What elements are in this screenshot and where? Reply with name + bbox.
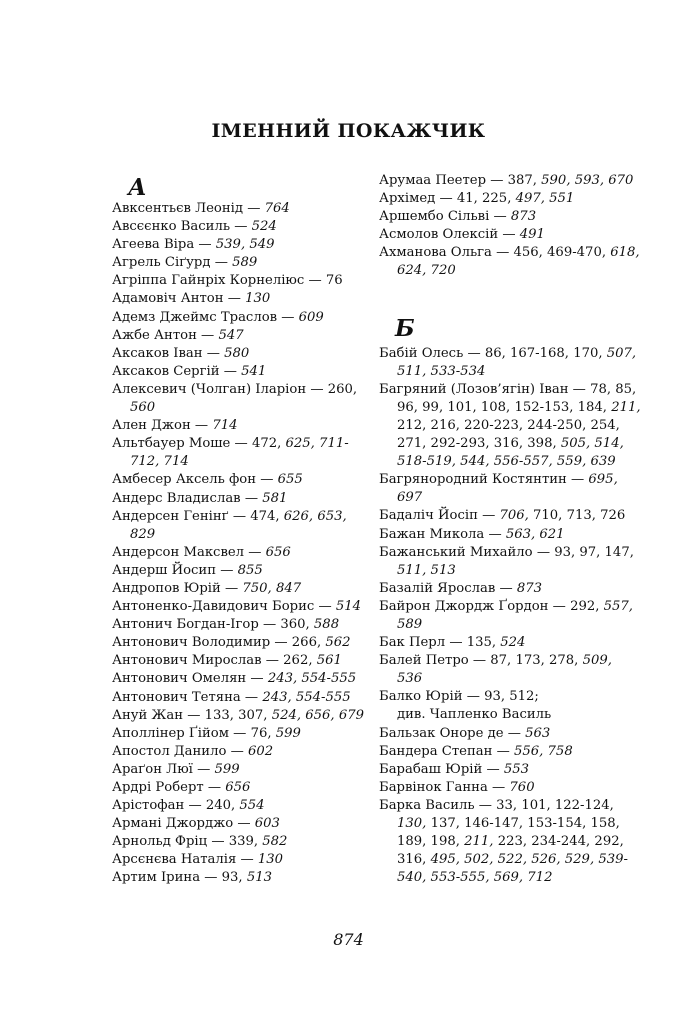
entry-name: Альтбауер Моше [112,436,231,452]
index-entry [379,544,641,580]
index-entry [112,761,374,779]
entry-pages: 589 [232,255,258,271]
entry-pages: 456, 469-470, [513,245,611,261]
index-column-left [112,176,374,888]
entry-separator: — [184,798,206,814]
entry-separator: — [210,255,233,271]
entry-separator: — [243,201,265,216]
entry-name: Адамовіч Антон [112,291,224,307]
index-entry [112,580,374,598]
entry-pages: 360, [280,617,314,633]
index-entry [112,634,374,652]
entry-name: Барвінок Ганна [379,779,488,795]
index-entry [379,634,641,652]
entry-name: Антонович Мирослав [112,653,262,669]
entry-name: Антонович Омелян [112,671,247,687]
index-entry [112,707,374,725]
entry-pages: 78, 85, 96, 99, 101, 108, 152-153, 184, [397,381,637,415]
index-entry [112,851,374,869]
entry-separator: — [482,761,504,777]
entry-pages: 695, 697 [397,472,618,506]
section-letter: А [128,174,147,201]
entry-pages: 626, 653, 829 [130,508,347,542]
entry-name: Антоненко-Давидович Борис [112,599,315,615]
entry-name: Базалій Ярослав [379,580,496,596]
entry-pages: 133, 307, [204,707,272,723]
entry-pages: 557, 589 [397,598,633,632]
entry-name: Агріппа Гайнріх Корнеліюс [112,273,305,289]
entry-pages: 93, [221,870,247,886]
entry-pages: 625, 711-712, 714 [130,436,349,470]
entry-name: Антонович Володимир [112,635,271,651]
entry-name: Архімед [379,191,436,207]
index-entry [112,652,374,670]
entry-separator: — [219,363,242,379]
page-number: 874 [333,930,364,949]
entry-separator: — [240,689,263,705]
entry-separator: — [190,418,213,434]
index-column-right [379,172,641,887]
entry-pages: 41, 225, [456,191,516,207]
entry-separator: — [230,219,252,235]
entry-separator: — [203,780,226,795]
entry-name: Ануй Жан [112,707,183,723]
entry-pages: 656 [265,544,291,560]
entry-separator: — [532,544,555,560]
entry-separator: — [462,689,485,705]
entry-pages: 603 [254,816,280,832]
entry-name: Алексевич (Чолган) Іларіон [112,381,307,397]
index-entry [379,779,641,797]
index-entry [112,345,374,363]
entry-pages: 599 [275,725,301,741]
entries-list [112,200,374,888]
entry-separator: — [236,852,258,868]
entry-separator: — [445,635,467,651]
entry-name: Барабаш Юрій [379,761,483,777]
entry-separator: — [244,544,266,560]
entry-separator: — [228,508,251,524]
entry-pages: 93, 512; [484,689,539,705]
entry-name: Армані Джорджо [112,816,234,832]
entry-pages: 223, 234-244, 292, 316, [397,834,624,868]
index-entry [112,200,374,218]
entry-separator: — [463,345,485,361]
index-entry [379,507,641,525]
page-title: ІМЕННИЙ ПОКАЖЧИК [211,120,486,142]
entry-name: Бадаліч Йосіп [379,508,478,524]
entry-pages: 387, [507,173,542,188]
index-entry [379,652,641,688]
entry-separator: — [220,580,243,596]
entry-pages: 130 [257,852,284,868]
index-entry [379,761,641,779]
entry-pages: 547 [218,327,244,343]
index-entry [112,272,374,290]
entry-pages: 655 [277,472,303,488]
entry-pages: 262, [283,653,317,669]
entry-separator: — [304,273,326,289]
entry-name: Андерсен Генінґ [112,508,229,524]
entry-separator: — [491,245,514,261]
entry-separator: — [503,725,526,741]
entry-pages: 514 [335,599,362,615]
index-entry [112,290,374,308]
entry-pages: 560 [130,400,156,416]
entry-name: Аксаков Сергій [112,363,220,379]
entry-separator: — [226,743,248,759]
entry-pages: 873 [516,580,543,596]
entry-name: Балей Петро [379,653,469,669]
entry-separator: — [230,436,252,452]
entry-pages: 581 [262,490,288,506]
entry-separator: — [183,707,205,723]
entry-separator: — [495,580,517,596]
entry-name: Адемз Джеймс Траслов [112,309,278,325]
entry-separator: — [435,191,457,207]
entry-pages: 590, 593, 670 [541,173,634,188]
index-entry [112,471,374,489]
entry-name: Ахманова Ольга [379,245,492,261]
entry-name: Араґон Люї [112,761,193,777]
entry-name: Бак Перл [379,635,446,651]
entry-separator: — [202,345,225,361]
index-entry [112,616,374,634]
entry-separator: — [192,761,215,777]
entry-separator: — [200,870,222,886]
entry-pages: 130, [397,816,431,831]
entry-name: Авсєєнко Василь [112,219,231,235]
entry-name: Ален Джон [112,418,191,434]
entry-name: Бабій Олесь [379,345,464,361]
entry-pages: 491 [519,227,545,243]
entry-pages: 524, 656, 679 [271,707,364,723]
entry-pages: 553 [503,761,530,777]
entry-separator: — [277,309,299,325]
entry-pages: 292, [570,598,604,614]
entry-separator: — [261,653,284,669]
entry-name: Андерш Йосип [112,562,216,578]
entry-pages: 541 [241,363,267,379]
entry-separator: — [484,526,506,542]
entry-name: Апостол Данило [112,743,227,759]
entry-pages: 260, [327,381,358,397]
index-entry [112,254,374,272]
index-entry [379,172,641,190]
entry-pages: 618, 624, 720 [397,245,640,279]
index-entry [379,208,641,226]
entry-pages: 87, 173, 278, [490,653,583,669]
index-entry [112,689,374,707]
entry-pages: 513 [246,870,272,886]
entry-pages: 511, 513 [397,562,456,578]
entry-name: Бальзак Оноре де [379,725,504,741]
index-entry [112,490,374,508]
entry-name: Бажанський Михайло [379,544,533,560]
entry-separator: — [258,617,281,633]
entry-pages: 524 [500,635,526,651]
entry-pages: 211, [464,834,498,850]
entry-name: Андерс Владислав [112,490,241,506]
entry-name: Аполлінер Ґійом [112,725,229,741]
entry-name: Антонич Богдан-Ігор [112,617,259,633]
entries-list [379,345,641,888]
entry-pages: 135, [466,635,501,651]
entry-name: Байрон Джордж Ґордон [379,598,549,614]
entry-name: Барка Василь [379,797,475,813]
entry-name: Агрель Сіґурд [112,255,211,271]
index-entry [112,381,374,417]
entry-pages: 873 [510,209,537,225]
entry-pages: 524 [251,219,277,235]
entry-name: Арсєнєва Наталія [112,852,237,868]
index-entry [112,743,374,761]
entry-pages: 764 [264,201,290,216]
index-entry [112,598,374,616]
entry-pages: 656 [225,780,251,795]
index-entry [379,244,641,280]
entry-separator: — [492,743,514,759]
entry-pages: 93, 97, 147, [554,544,634,560]
entry-name: Багрянородний Костянтин [379,472,567,488]
entry-pages: 855 [237,562,263,578]
entry-pages: 556, 758 [513,743,573,759]
index-entry [112,435,374,471]
entry-separator: — [489,209,511,225]
entry-pages: 212, 216, 220-223, 244-250, 254, 271, 292-293, 316, 398, [397,417,620,452]
entry-pages: 714 [212,418,238,434]
index-entry [112,327,374,345]
index-entry [112,869,374,887]
entry-pages: 706, [499,508,534,524]
entry-name: Арумаа Пеетер [379,173,487,188]
see-reference: див. Чапленко Василь [397,707,552,723]
entry-pages: 266, [291,635,326,651]
index-entry [112,670,374,688]
entry-separator: — [270,635,292,651]
entry-separator: — [207,834,229,850]
entry-name: Амбесер Аксель фон [112,472,257,488]
index-entry [379,226,641,244]
entry-separator: — [246,671,268,687]
entry-pages: 76, [250,725,276,741]
entry-pages: 211, [611,399,641,415]
entry-name: Арнольд Фріц [112,834,208,850]
entry-pages: 588 [313,617,340,633]
entry-separator: — [548,598,571,614]
entry-separator: — [566,472,589,488]
entry-separator: — [306,381,328,397]
entry-name: Арістофан [112,798,185,814]
entry-separator: — [486,173,508,188]
index-entry [112,833,374,851]
entry-name: Антонович Тетяна [112,689,241,705]
index-entry [379,688,641,706]
entry-pages: 240, [205,798,240,814]
entry-pages: 582 [262,834,288,850]
entry-pages: 33, 101, 122-124, [496,797,614,813]
entry-pages: 76 [325,273,343,289]
entries-list [379,172,641,281]
index-entry [112,218,374,236]
entry-pages: 472, [251,436,286,452]
entry-pages: 750, 847 [242,580,302,596]
index-entry [112,815,374,833]
entry-separator: — [256,472,278,488]
entry-pages: 495, 502, 522, 526, 529, 539-540, 553-555, 569, 712 [397,852,628,886]
index-entry [112,725,374,743]
index-entry [112,544,374,562]
entry-pages: 505, 514, 518-519, 544, 556-557, 559, 639 [397,436,624,470]
index-entry [112,779,374,797]
entry-pages: 563 [525,725,551,741]
entry-pages: 497, 551 [515,191,575,207]
entry-pages: 609 [298,309,324,325]
entry-pages: 602 [247,743,274,759]
entry-pages: 474, [250,508,284,524]
entry-name: Андерсон Максвел [112,544,245,560]
entry-separator: — [228,725,251,741]
entry-name: Авксентьєв Леонід [112,201,243,216]
index-entry [112,797,374,815]
index-entry [379,471,641,507]
entry-pages: 243, 554-555 [262,689,351,705]
entry-pages: 539, 549 [215,237,275,253]
entry-pages: 562 [325,635,351,651]
index-entry [379,725,641,743]
index-entry [379,580,641,598]
entry-pages: 339, [228,834,263,850]
entry-separator: — [240,490,263,506]
index-entry [112,417,374,435]
entry-name: Аршембо Сільві [379,209,490,225]
entry-name: Бандера Степан [379,743,493,759]
entry-separator: — [196,327,219,343]
entry-name: Бажан Микола [379,526,485,542]
entry-pages: 509, 536 [397,653,612,687]
entry-name: Андропов Юрій [112,580,221,596]
entry-pages: 507, 511, 533-534 [397,345,637,379]
entry-name: Агеева Віра [112,237,195,253]
section-letter: Б [395,314,415,342]
entry-separator: — [216,562,238,578]
entry-name: Балко Юрій [379,689,463,705]
entry-name: Ажбе Антон [112,327,197,343]
entry-pages: 563, 621 [505,526,565,542]
entry-pages: 599 [214,761,240,777]
entry-separator: — [498,227,520,243]
index-entry [112,309,374,327]
entry-pages: 137, 146-147, 153-154, 158, 189, 198, [397,816,620,850]
entry-pages: 554 [239,798,265,814]
entry-name: Артим Ірина [112,870,201,886]
entry-separator: — [468,653,491,669]
index-entry [379,797,641,887]
index-entry [112,508,374,544]
entry-name: Ардрі Роберт [112,780,204,795]
entry-name: Асмолов Олексій [379,227,499,243]
entry-pages: 130 [245,291,271,307]
index-entry [112,363,374,381]
entry-separator: — [223,291,246,307]
index-entry [379,190,641,208]
index-entry [112,562,374,580]
entry-name: Аксаков Іван [112,345,203,361]
entry-pages: 710, 713, 726 [533,508,626,524]
index-entry [379,345,641,381]
entry-separator: — [194,237,216,253]
index-entry [379,743,641,761]
entry-pages: 243, 554-555 [267,671,357,687]
index-entry [112,236,374,254]
entry-separator: — [477,508,500,524]
entry-pages: 760 [509,779,535,795]
entry-pages: 580 [224,345,250,361]
entry-separator: — [474,797,497,813]
entry-pages: 86, 167-168, 170, [484,345,607,361]
entry-pages: 561 [316,653,342,669]
entry-name: Багряний (Лозов’ягін) Іван [379,381,569,397]
index-entry [379,598,641,634]
index-entry [379,526,641,544]
entry-separator: — [314,599,336,615]
entry-separator: — [233,816,255,832]
entry-separator: — [487,779,510,795]
entry-separator: — [568,381,591,397]
index-entry [379,381,641,471]
